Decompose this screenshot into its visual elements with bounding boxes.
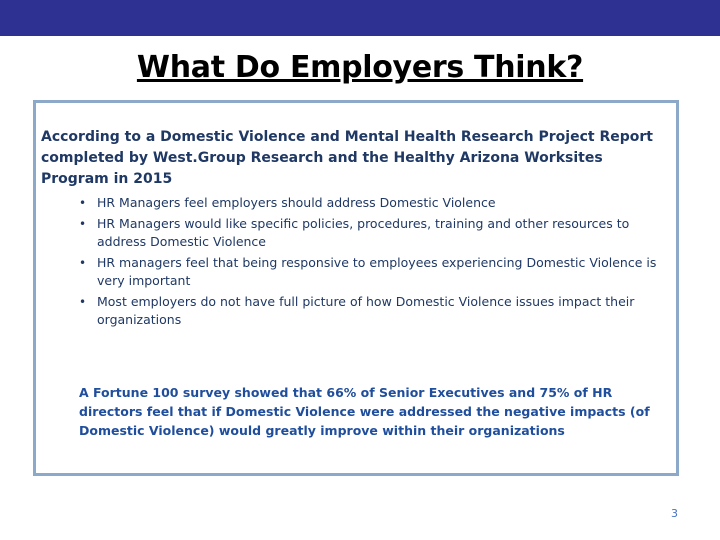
bullet-icon: • — [79, 196, 87, 210]
list-item — [77, 293, 670, 329]
findings-list — [41, 194, 670, 329]
content-box — [33, 100, 679, 476]
list-item-text: HR managers feel that being responsive to employees experiencing Domestic Violence is very important — [97, 255, 657, 288]
survey-note: A Fortune 100 survey showed that 66% of Senior Executives and 75% of HR directors feel that if Domestic Violence were addressed the negative impacts (of Domestic Violence) would greatly improve within their organizations — [79, 385, 650, 438]
header-bar — [0, 0, 720, 36]
list-item-text: HR Managers would like specific policies, procedures, training and other resources to address Domestic Violence — [97, 216, 630, 249]
bullet-icon: • — [79, 256, 87, 270]
slide-title: What Do Employers Think? — [136, 50, 584, 85]
list-item-text: Most employers do not have full picture of how Domestic Violence issues impact their organizations — [97, 294, 635, 327]
intro-paragraph: According to a Domestic Violence and Mental Health Research Project Report completed by West.Group Research and the Healthy Arizona Worksites Program in 2015 — [41, 129, 653, 187]
page-number: 3 — [671, 507, 678, 520]
bullet-icon: • — [79, 217, 87, 231]
list-item — [77, 254, 670, 290]
list-item — [77, 215, 670, 251]
bullet-icon: • — [79, 295, 87, 309]
list-item — [77, 194, 670, 212]
list-item-text: HR Managers feel employers should address Domestic Violence — [97, 195, 496, 210]
